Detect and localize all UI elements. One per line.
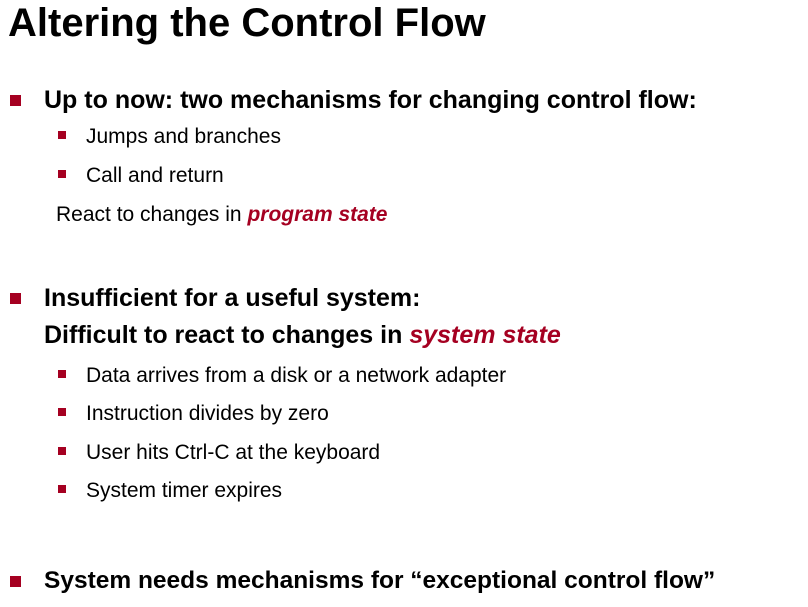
square-bullet-icon: [10, 95, 21, 106]
square-bullet-icon: [58, 447, 66, 455]
square-bullet-icon: [58, 170, 66, 178]
bullet-2-line-1: Insufficient for a useful system:: [44, 284, 421, 312]
bullet-2-sub-2: Instruction divides by zero: [86, 402, 329, 425]
bullet-1-text: Up to now: two mechanisms for changing control flow:: [44, 86, 697, 114]
note-prefix: React to changes in: [56, 203, 248, 226]
bullet-1-sub-1: Jumps and branches: [86, 125, 281, 148]
line-2-prefix: Difficult to react to changes in: [44, 321, 410, 349]
bullet-2-sub-1: Data arrives from a disk or a network adapter: [86, 364, 507, 387]
square-bullet-icon: [58, 408, 66, 416]
bullet-2-sub-4: System timer expires: [86, 479, 283, 502]
square-bullet-icon: [58, 131, 66, 139]
bullet-2-sub-3: User hits Ctrl-C at the keyboard: [86, 441, 381, 464]
bullet-2-line-2: [44, 320, 561, 350]
system-state-emphasis: system state: [409, 321, 561, 349]
program-state-emphasis: program state: [247, 203, 388, 226]
bullet-1-sub-2: Call and return: [86, 164, 224, 187]
bullet-1-note: [56, 202, 388, 228]
square-bullet-icon: [58, 485, 66, 493]
slide-title: Altering the Control Flow: [8, 1, 486, 45]
square-bullet-icon: [10, 576, 21, 587]
square-bullet-icon: [10, 293, 21, 304]
square-bullet-icon: [58, 370, 66, 378]
bullet-3-text: System needs mechanisms for “exceptional control flow”: [44, 567, 716, 594]
